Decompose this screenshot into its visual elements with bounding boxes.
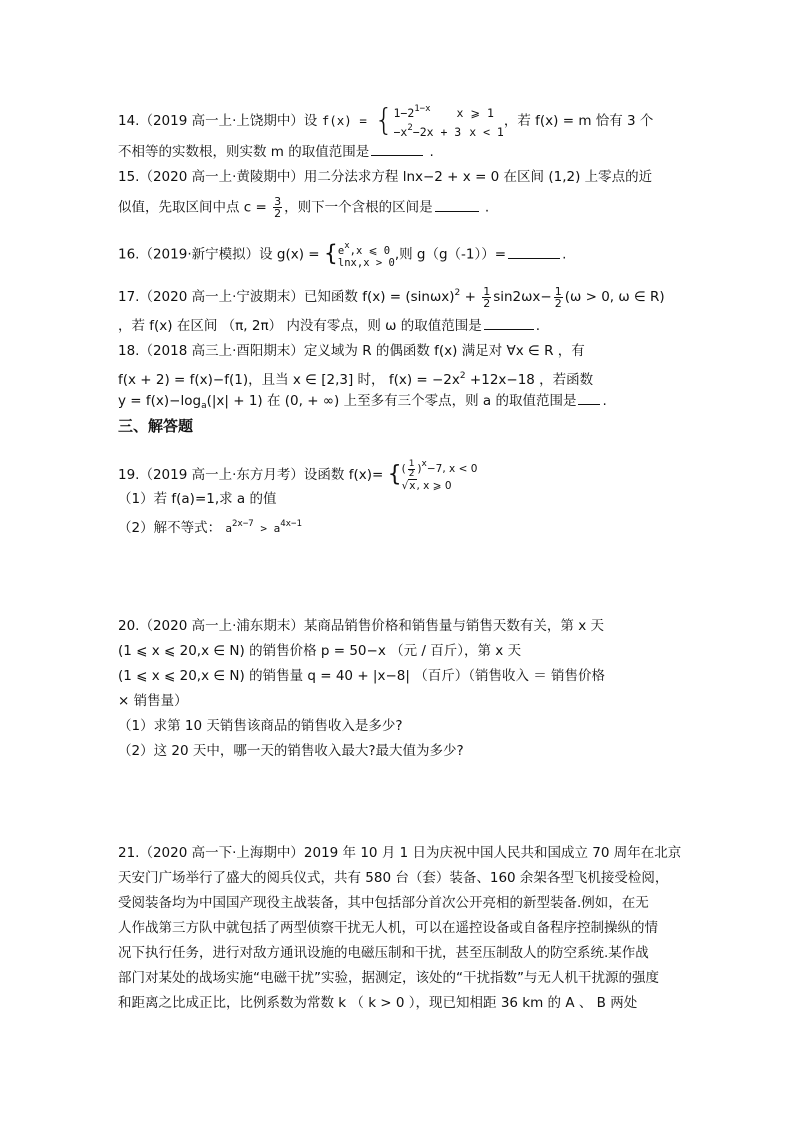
q15-line2: 似值，先取区间中点 c = $\frac{3}{2}$ ，则下一个含根的区间是 . (118, 195, 490, 220)
q16-piecewise: ex,x ⩽ 0 lnx,x > 0 (337, 241, 395, 269)
q18-line3: $y = f(x)-\log_a(|x| + 1)$ 在 (0, + ∞) 上至多有三个零点，则 a 的取值范围是 . (118, 393, 607, 411)
answer-blank[interactable] (484, 317, 534, 330)
q15-line1: 15.（2020 高一上·黄陵期中）用二分法求方程 lnx−2 + x = 0 在区间 (1,2) 上零点的近 (118, 169, 653, 185)
q14-line1 (118, 102, 653, 140)
q19-line: 19.（2019 高一上·东方月考）设函数 f(x)= { ( $\frac{1}{2}$ )x−7, x < 0 √x, x ⩾ 0 (118, 458, 478, 492)
q20-part1: （1）求第 10 天销售该商品的销售收入是多少? (118, 718, 403, 734)
q14-prefix: 14.（2019 高一上·上饶期中）设 (118, 113, 322, 129)
q19-part1: （1）若 f(a)=1,求 a 的值 (118, 491, 277, 507)
q21-line4: 人作战第三方队中就包括了两型侦察干扰无人机，可以在遥控设备或自备程序控制操纵的情 (118, 920, 658, 936)
q20-line3: (1 ⩽ x ⩽ 20,x ∈ N) 的销售量 q = 40 + |x−8| （百斤）（销售收入 ＝ 销售价格 (118, 668, 606, 684)
q21-line2: 天安门广场举行了盛大的阅兵仪式，共有 580 台（套）装备、160 余架各型飞机接受检阅， (118, 870, 669, 886)
q20-line4: × 销售量） (118, 693, 188, 709)
q19-part2: （2）解不等式： $a^{2x-7} > a^{4x-1}$ (118, 519, 302, 536)
q21-line1: 21.（2020 高一下·上海期中）2019 年 10 月 1 日为庆祝中国人民共和国成立 70 周年在北京 (118, 845, 682, 861)
q17-line1: 17.（2020 高一上·宁波期末）已知函数 $f(x) = (\sin\omega x)^2$ + $\frac{1}{2}$ sin2ωx− $\frac{1}{2}$ (ω > 0, ω ∈ R) (118, 284, 665, 310)
fraction: $\frac{1}{2}$ (483, 284, 491, 310)
q14-suffix: ，若 f(x) = m 恰有 3 个 (503, 113, 654, 129)
fraction: $\frac{1}{2}$ (554, 284, 562, 310)
q18-line2: f(x + 2) = f(x)−f(1)，且当 x ∈ [2,3] 时， $f(x) = -2x^2 +12x-18$ ，若函数 (118, 371, 594, 388)
brace-icon: { (374, 103, 394, 138)
q19-piecewise: ( $\frac{1}{2}$ )x−7, x < 0 √x, x ⩾ 0 (401, 458, 478, 492)
q21-line5: 况下执行任务，进行对敌方通讯设施的电磁压制和干扰，甚至压制敌人的防空系统.某作战 (118, 945, 649, 961)
answer-blank[interactable] (508, 246, 560, 259)
section-heading: 三、解答题 (118, 417, 194, 435)
q16-line: 16.（2019·新宁模拟）设 g(x) = { ex,x ⩽ 0 lnx,x > 0 ,则 g（g（-1））= . (118, 241, 567, 269)
answer-blank[interactable] (435, 199, 479, 212)
q20-part2: （2）这 20 天中，哪一天的销售收入最大?最大值为多少? (118, 743, 464, 759)
q18-line1: 18.（2018 高三上·酉阳期末）定义域为 R 的偶函数 f(x) 满足对 ∀x ∈ R ，有 (118, 343, 585, 359)
answer-blank[interactable] (578, 392, 600, 405)
q20-line2: (1 ⩽ x ⩽ 20,x ∈ N) 的销售价格 p = 50−x （元 / 百斤），第 x 天 (118, 643, 522, 659)
q21-line3: 受阅装备均为中国国产现役主战装备，其中包括部分首次公开亮相的新型装备.例如，在无 (118, 895, 649, 911)
q14-piecewise: $1-2^{1-x}$ x ⩾ 1 $-x^2-2x + 3$ x < 1 (393, 104, 504, 139)
q14-func: f(x) = (321, 113, 375, 128)
brace-icon: { (387, 461, 402, 487)
q17-line2: ，若 f(x) 在区间 （π, 2π） 内没有零点，则 ω 的取值范围是 . (118, 318, 541, 334)
q20-line1: 20.（2020 高一上·浦东期末）某商品销售价格和销售量与销售天数有关，第 x 天 (118, 618, 604, 634)
q21-line7: 和距离之比成正比，比例系数为常数 k （ k > 0 ），现已知相距 36 km 的 A 、 B 两处 (118, 995, 638, 1011)
fraction: $\frac{3}{2}$ (274, 195, 282, 220)
brace-icon: { (323, 241, 338, 267)
answer-blank[interactable] (371, 143, 423, 156)
q21-line6: 部门对某处的战场实施“电磁干扰”实验，据测定，该处的“干扰指数”与无人机干扰源的强度 (118, 970, 659, 986)
q14-line2: 不相等的实数根，则实数 m 的取值范围是 . (118, 144, 434, 160)
